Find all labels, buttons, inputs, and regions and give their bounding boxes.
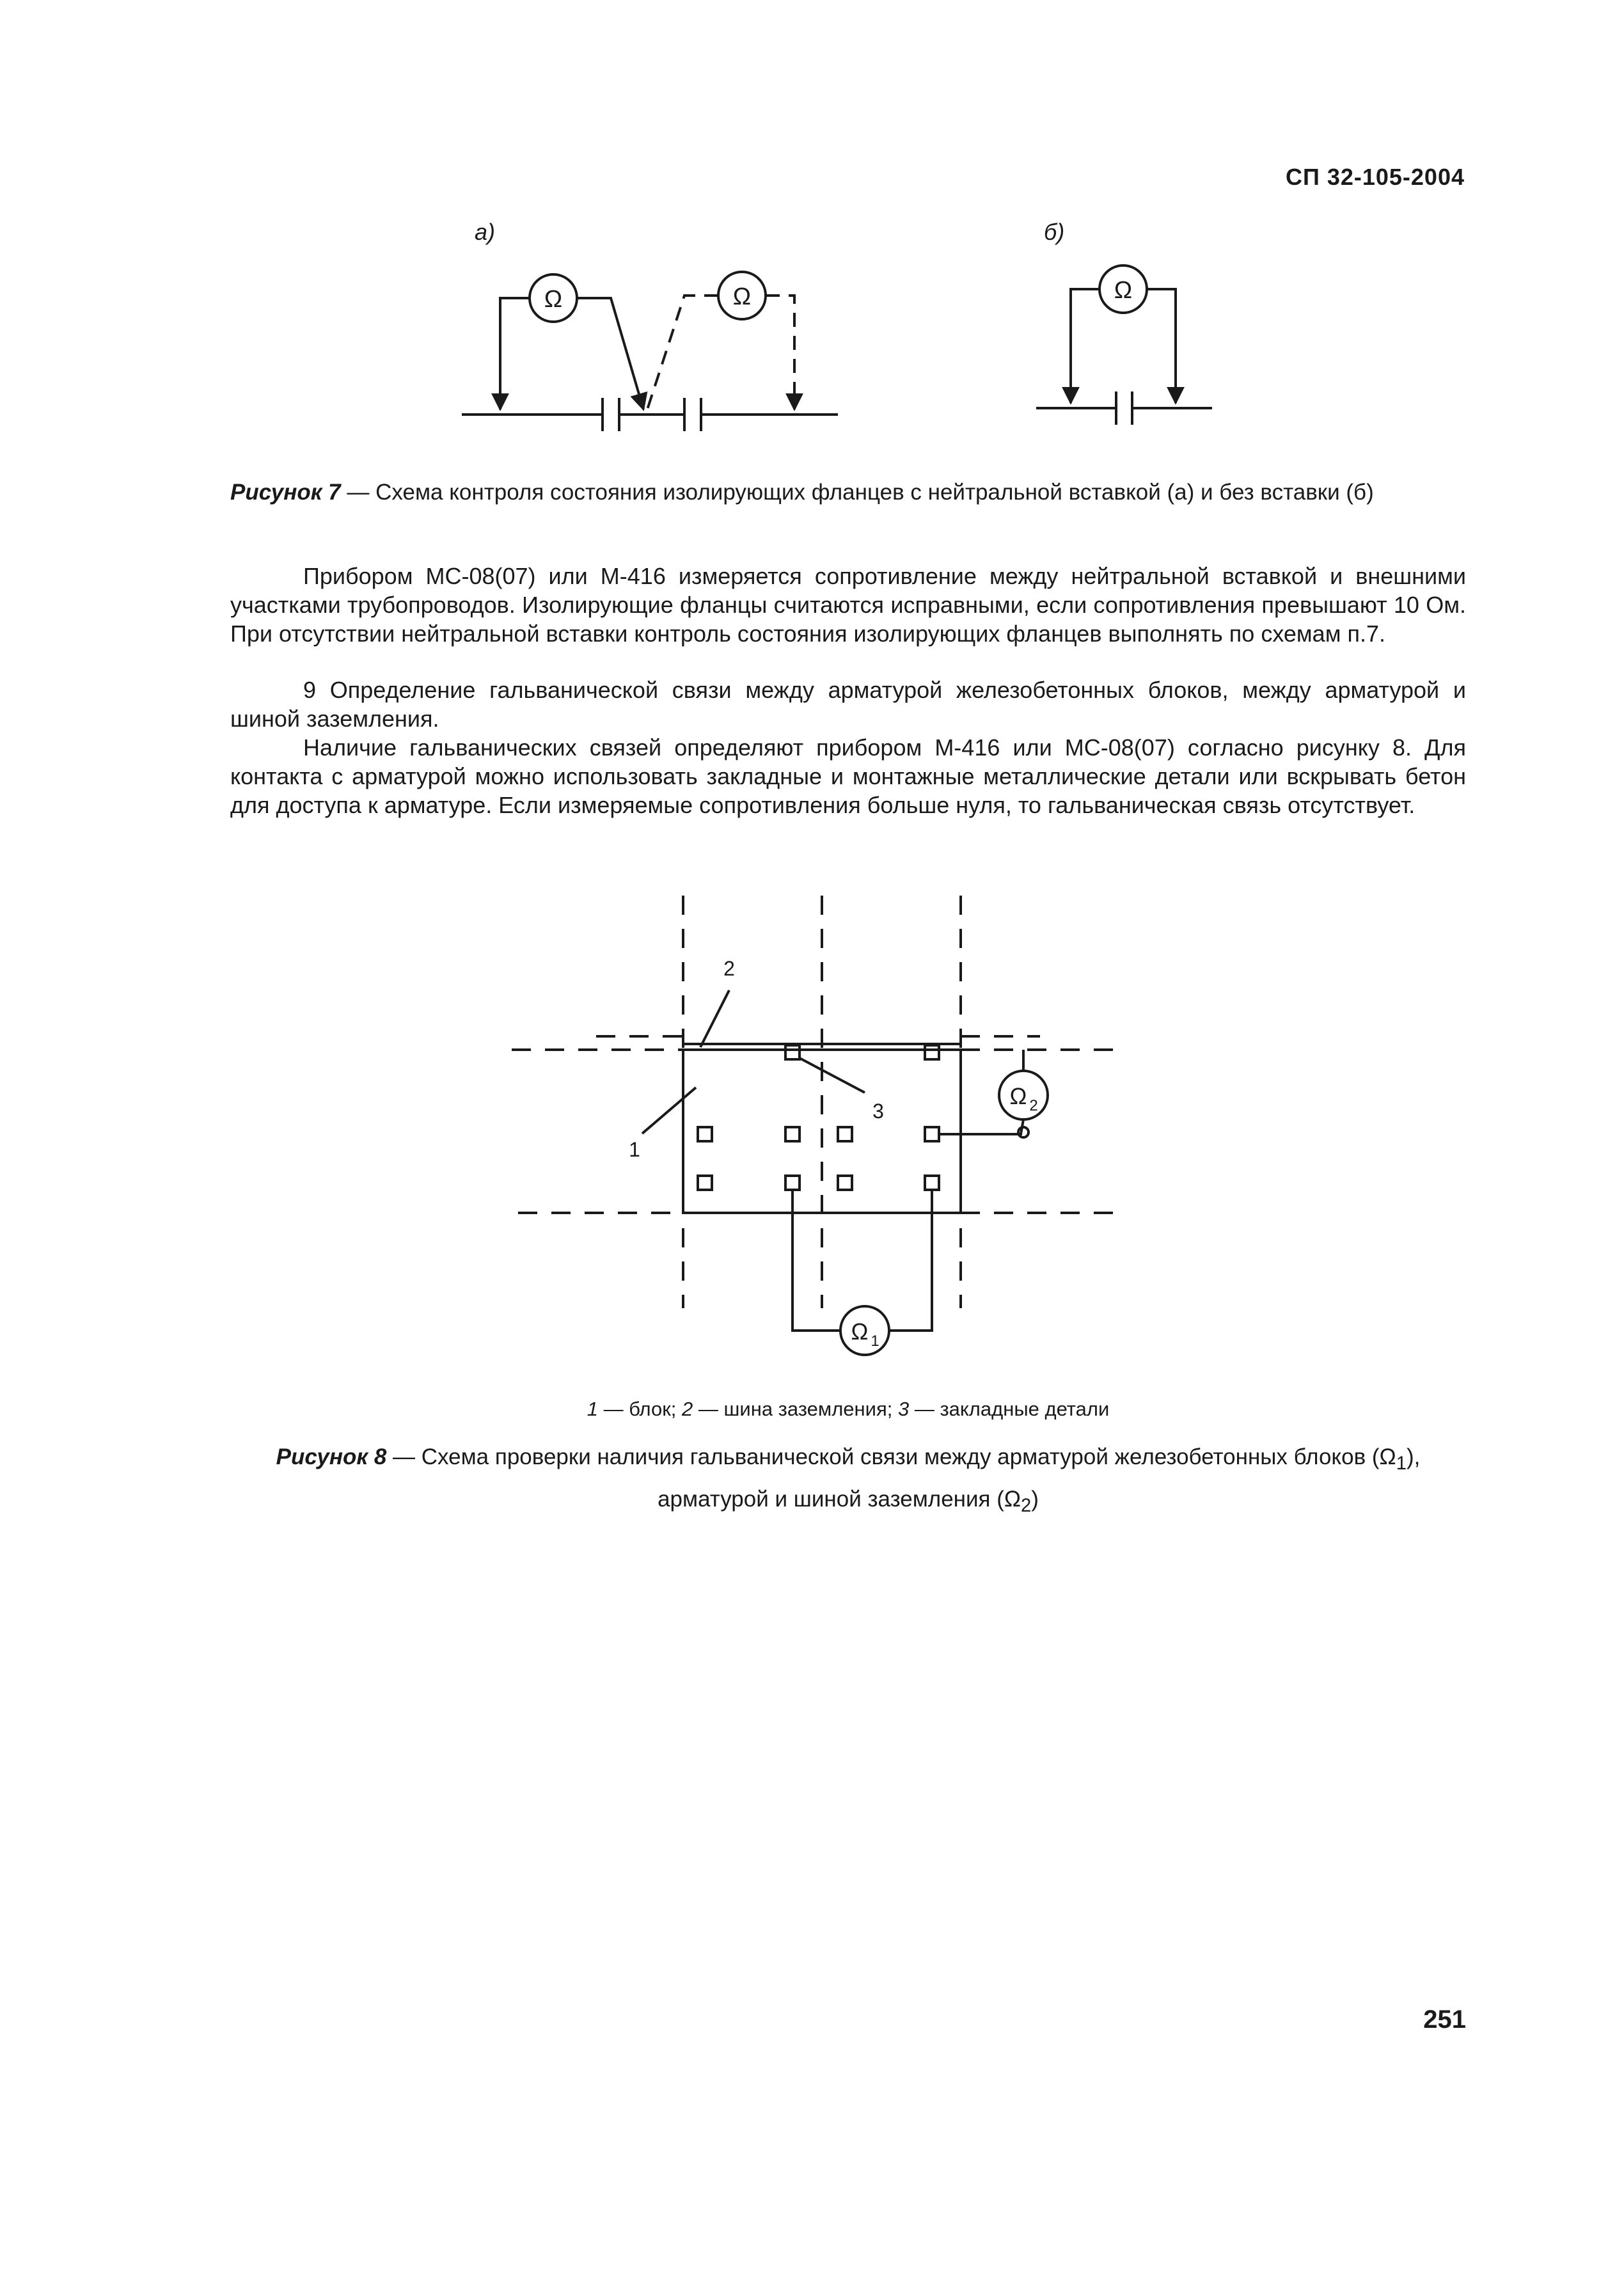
figure7-caption-lead: Рисунок 7 — [230, 480, 341, 505]
paragraph-3: Наличие гальванических связей определяют прибором М-416 или МС-08(07) согласно рисунку 8. Для контакта с арматурой можно использовать закладные и монтажные металлические детали или вскрывать бетон для доступа к арматуре. Если измеряемые сопротивления больше нуля, то гальваническая связь отсутствует. — [230, 734, 1466, 818]
figure8-callout-1: 1 — [629, 1138, 640, 1161]
figure8-callout-2: 2 — [723, 957, 735, 980]
figure8-meter-2-sub: 2 — [1029, 1097, 1038, 1114]
paragraph-2: 9 Определение гальванической связи между арматурой железобетонных блоков, между арматурой и шиной заземления. — [230, 677, 1466, 732]
figure7-panel-b — [1036, 219, 1212, 425]
page-number: 251 — [1423, 2005, 1466, 2034]
figure8-meter-1-symbol: Ω — [851, 1318, 869, 1345]
figure7-caption — [230, 476, 1466, 509]
figure7-panel-b-label: б) — [1044, 219, 1065, 245]
figure7-caption-text: — Схема контроля состояния изолирующих фланцев с нейтральной вставкой (а) и без вставки (б) — [340, 480, 1374, 505]
figure8-meter-1-sub: 1 — [871, 1332, 879, 1350]
figure7-meter-a1-symbol: Ω — [544, 286, 563, 313]
figure7-meter-b-symbol: Ω — [1114, 277, 1133, 304]
paragraph-1: Прибором МС-08(07) или М-416 измеряется сопротивление между нейтральной вставкой и внешними участками трубопроводов. Изолирующие фланцы считаются исправными, если сопротивления превышают 10 Ом. При отсутствии нейтральной вставки контроль состояния изолирующих фланцев выполнять по схемам п.7. — [230, 563, 1466, 647]
figure8-caption: Рисунок 8 — Схема проверки наличия гальванической связи между арматурой железобетонных блоков $(\Omega_1)$, арматурой и шиной заземления $(\Omega_2)$ — [276, 1444, 1421, 1516]
figure8-diagram — [512, 896, 1126, 1355]
figure8-caption-lead: Рисунок 8 — [276, 1444, 387, 1469]
figure8-callout-3: 3 — [872, 1100, 884, 1123]
figure8-legend: 1 — блок; 2 — шина заземления; 3 — закладные детали — [587, 1398, 1110, 1420]
figure7-meter-a2-symbol: Ω — [732, 283, 752, 310]
figure8-meter-2-symbol: Ω — [1009, 1083, 1027, 1109]
document-code: СП 32-105-2004 — [1285, 164, 1465, 190]
figure7-panel-a-label: а) — [475, 219, 496, 245]
figure7-panel-a — [462, 219, 838, 431]
